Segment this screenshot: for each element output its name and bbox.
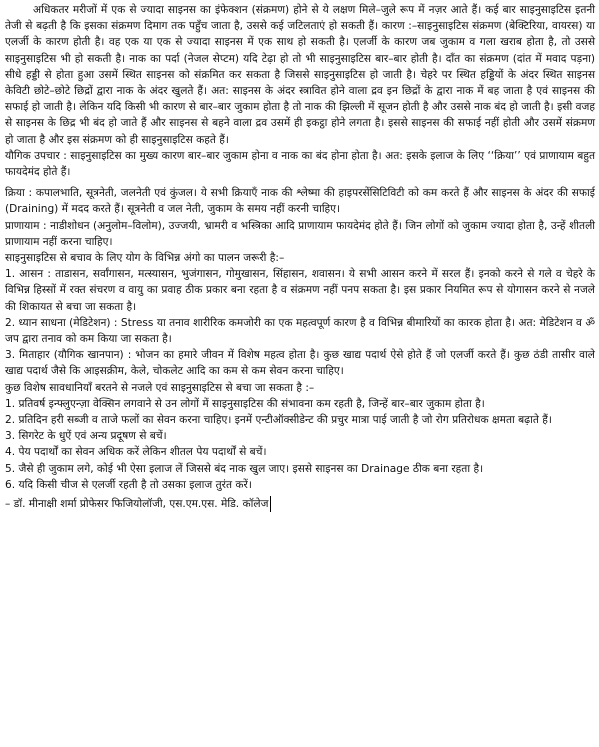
meditation-paragraph: 2. ध्यान साधना (मेडिटेशन) : Stress या तनाव शारीरिक कमजोरी का एक महत्वपूर्ण कारण है व विभिन्न बीमारियों का कारक होता है। अत: मेडिटेशन व ॐ जप द्वारा तनाव को कम किया जा सकता है।	[5, 316, 595, 346]
precautions-list	[5, 396, 595, 493]
author-signature: – डॉ. मीनाक्षी शर्मा प्रोफेसर फिजियोलॉजी, एस.एम.एस. मेडि. कॉलेज	[5, 496, 271, 512]
list-item: 3. सिगरेट के धुऐं एवं अन्य प्रदूषण से बचें।	[5, 430, 167, 443]
list-item: 5. जैसे ही जुकाम लगे, कोई भी ऐसा इलाज लें जिससे बंद नाक खुल जाए। इससे साइनस का Drainage ठीक बना रहता है।	[5, 462, 484, 475]
yogic-treatment-paragraph: यौगिक उपचार : साइनुसाइटिस का मुख्य कारण बार–बार जुकाम होना व नाक का बंद होना होता है। अत: इसके इलाज के लिए ‘‘क्रिया’’ एवं प्राणायाम बहुत फायदेमंद होते हैं।	[5, 149, 595, 179]
list-item: 1. प्रतिवर्ष इन्फ्लुएन्ज़ा वेक्सिन लगवाने से उन लोगों में साइनुसाइटिस की संभावना कम रहती है, जिन्हें बार–बार जुकाम होता है।	[5, 397, 485, 410]
list-item: 4. पेय पदार्थों का सेवन अधिक करें लेकिन शीतल पेय पदार्थों से बचें।	[5, 446, 267, 459]
diet-paragraph: 3. मिताहार (यौगिक खानपान) : भोजन का हमारे जीवन में विशेष महत्व होता है। कुछ खाद्य पदार्थ ऐसे होते हैं जो एलर्जी करते हैं। कुछ ठंडी तासीर वाले खाद्य पदार्थ जैसे कि आइसक्रीम, केले, चोकलेट आदि का कम से कम सेवन करना चाहिए।	[5, 349, 595, 378]
list-item: 2. प्रतिदिन हरी सब्जी व ताजे फलों का सेवन करना चाहिए। इनमें एन्टीऑक्सीडेन्ट की प्रचुर मात्रा पाई जाती है जो रोग प्रतिरोधक क्षमता बढ़ाते हैं।	[5, 414, 552, 427]
precautions-heading: कुछ विशेष सावधानियाँ बरतने से नजले एवं साइनुसाइटिस से बचा जा सकता है :–	[5, 381, 315, 394]
prevention-heading: साइनुसाइटिस से बचाव के लिए योग के विभिन्न अंगो का पालन जरूरी है:–	[5, 252, 285, 265]
asana-paragraph: 1. आसन : ताडासन, सर्वांगासन, मत्स्यासन, भुजंगासन, गोमुखासन, सिंहासन, शवासन। ये सभी आसन करने में सरल हैं। इनको करने से गले व चेहरे के विभिन्न हिस्सों में रक्त संचरण व वायु का प्रवाह ठीक प्रकार बना रहता है व संक्रमण नहीं पनप सकता है। इस प्रकार नियमित रूप से योगासन करने से नजले की शिकायत से बचा जा सकता है।	[5, 268, 595, 313]
list-item: 6. यदि किसी चीज से एलर्जी रहती है तो उसका इलाज तुरंत करें।	[5, 478, 252, 491]
kriya-paragraph: क्रिया : कपालभाति, सूत्रनेती, जलनेती एवं कुंजल। ये सभी क्रियाएँ नाक की श्लेष्मा की हाइपरसेंसिटिविटी को कम करते हैं और साइनस के अंदर की सफाई (Draining) में मदद करते हैं। सूत्रनेती व जल नेती, जुकाम के समय नहीं करनी चाहिए।	[5, 187, 595, 216]
pranayama-paragraph: प्राणायाम : नाडीशोधन (अनुलोम–विलोम), उज्जयी, भ्रामरी व भस्त्रिका आदि प्राणायाम फायदेमंद होते हैं। जिन लोगों को जुकाम ज्यादा होता है, उन्हें शीतली प्राणायाम नहीं करना चाहिए।	[5, 219, 595, 248]
intro-paragraph: अधिकतर मरीजों में एक से ज्यादा साइनस का इंफेक्शन (संक्रमण) होने से ये लक्षण मिले–जुले रूप में नज़र आते हैं। कई बार साइनुसाइटिस इतनी तेजी से बढ़ती है कि इसका संक्रमण दिमाग तक पहुँच जाता है, उससे कई जटिलताएं हो सकती हैं। कारण :–साइनुसाइटिस संक्रमण (बेक्टिरिया, वायरस) या एलर्जी के कारण होती है। वह एक या एक से ज्यादा साइनस में एक साथ हो सकती है। एलर्जी के कारण जब जुकाम व गला खराब होता है, तो उससे साइनुसाइटिस भी हो सकती है। नाक का पर्दा (नेजल सेप्टम) यदि टेढ़ा हो तो भी साइनुसाइटिस बार–बार होती है। दाँत का संक्रमण (दांत में मवाद पड़ना) सीधे हड्डी से होता हुआ उसमें स्थित साइनस को संक्रमित कर सकता है जिससे साइनुसाइटिस हो जाती है। चेहरे पर स्थित हड्डियों के अंदर स्थित साइनस केविटी छोटे–छोटे छिद्रों द्वारा नाक के अंदर खुलते हैं। अत: साइनस के अंदर स्त्रावित होने वाला द्रव इन छिद्रों के द्वारा नाक में बह जाता है एवं साइनस की सफाई हो जाती है। लेकिन यदि किसी भी कारण से बार–बार जुकाम होता है तो नाक की झिल्ली में सूजन होती है और उससे नाक बंद हो जाती है। इसी वजह से साइनस के छिद्र भी बंद हो जाते हैं और साइनस से बहने वाला द्रव उसमें ही इकट्ठा होने लगता है। इससे साइनस की सफाई नहीं होती और उसमें संक्रमण हो जाता है और इस संक्रमण को ही साइनुसाइटिस कहते हैं।	[5, 4, 595, 146]
